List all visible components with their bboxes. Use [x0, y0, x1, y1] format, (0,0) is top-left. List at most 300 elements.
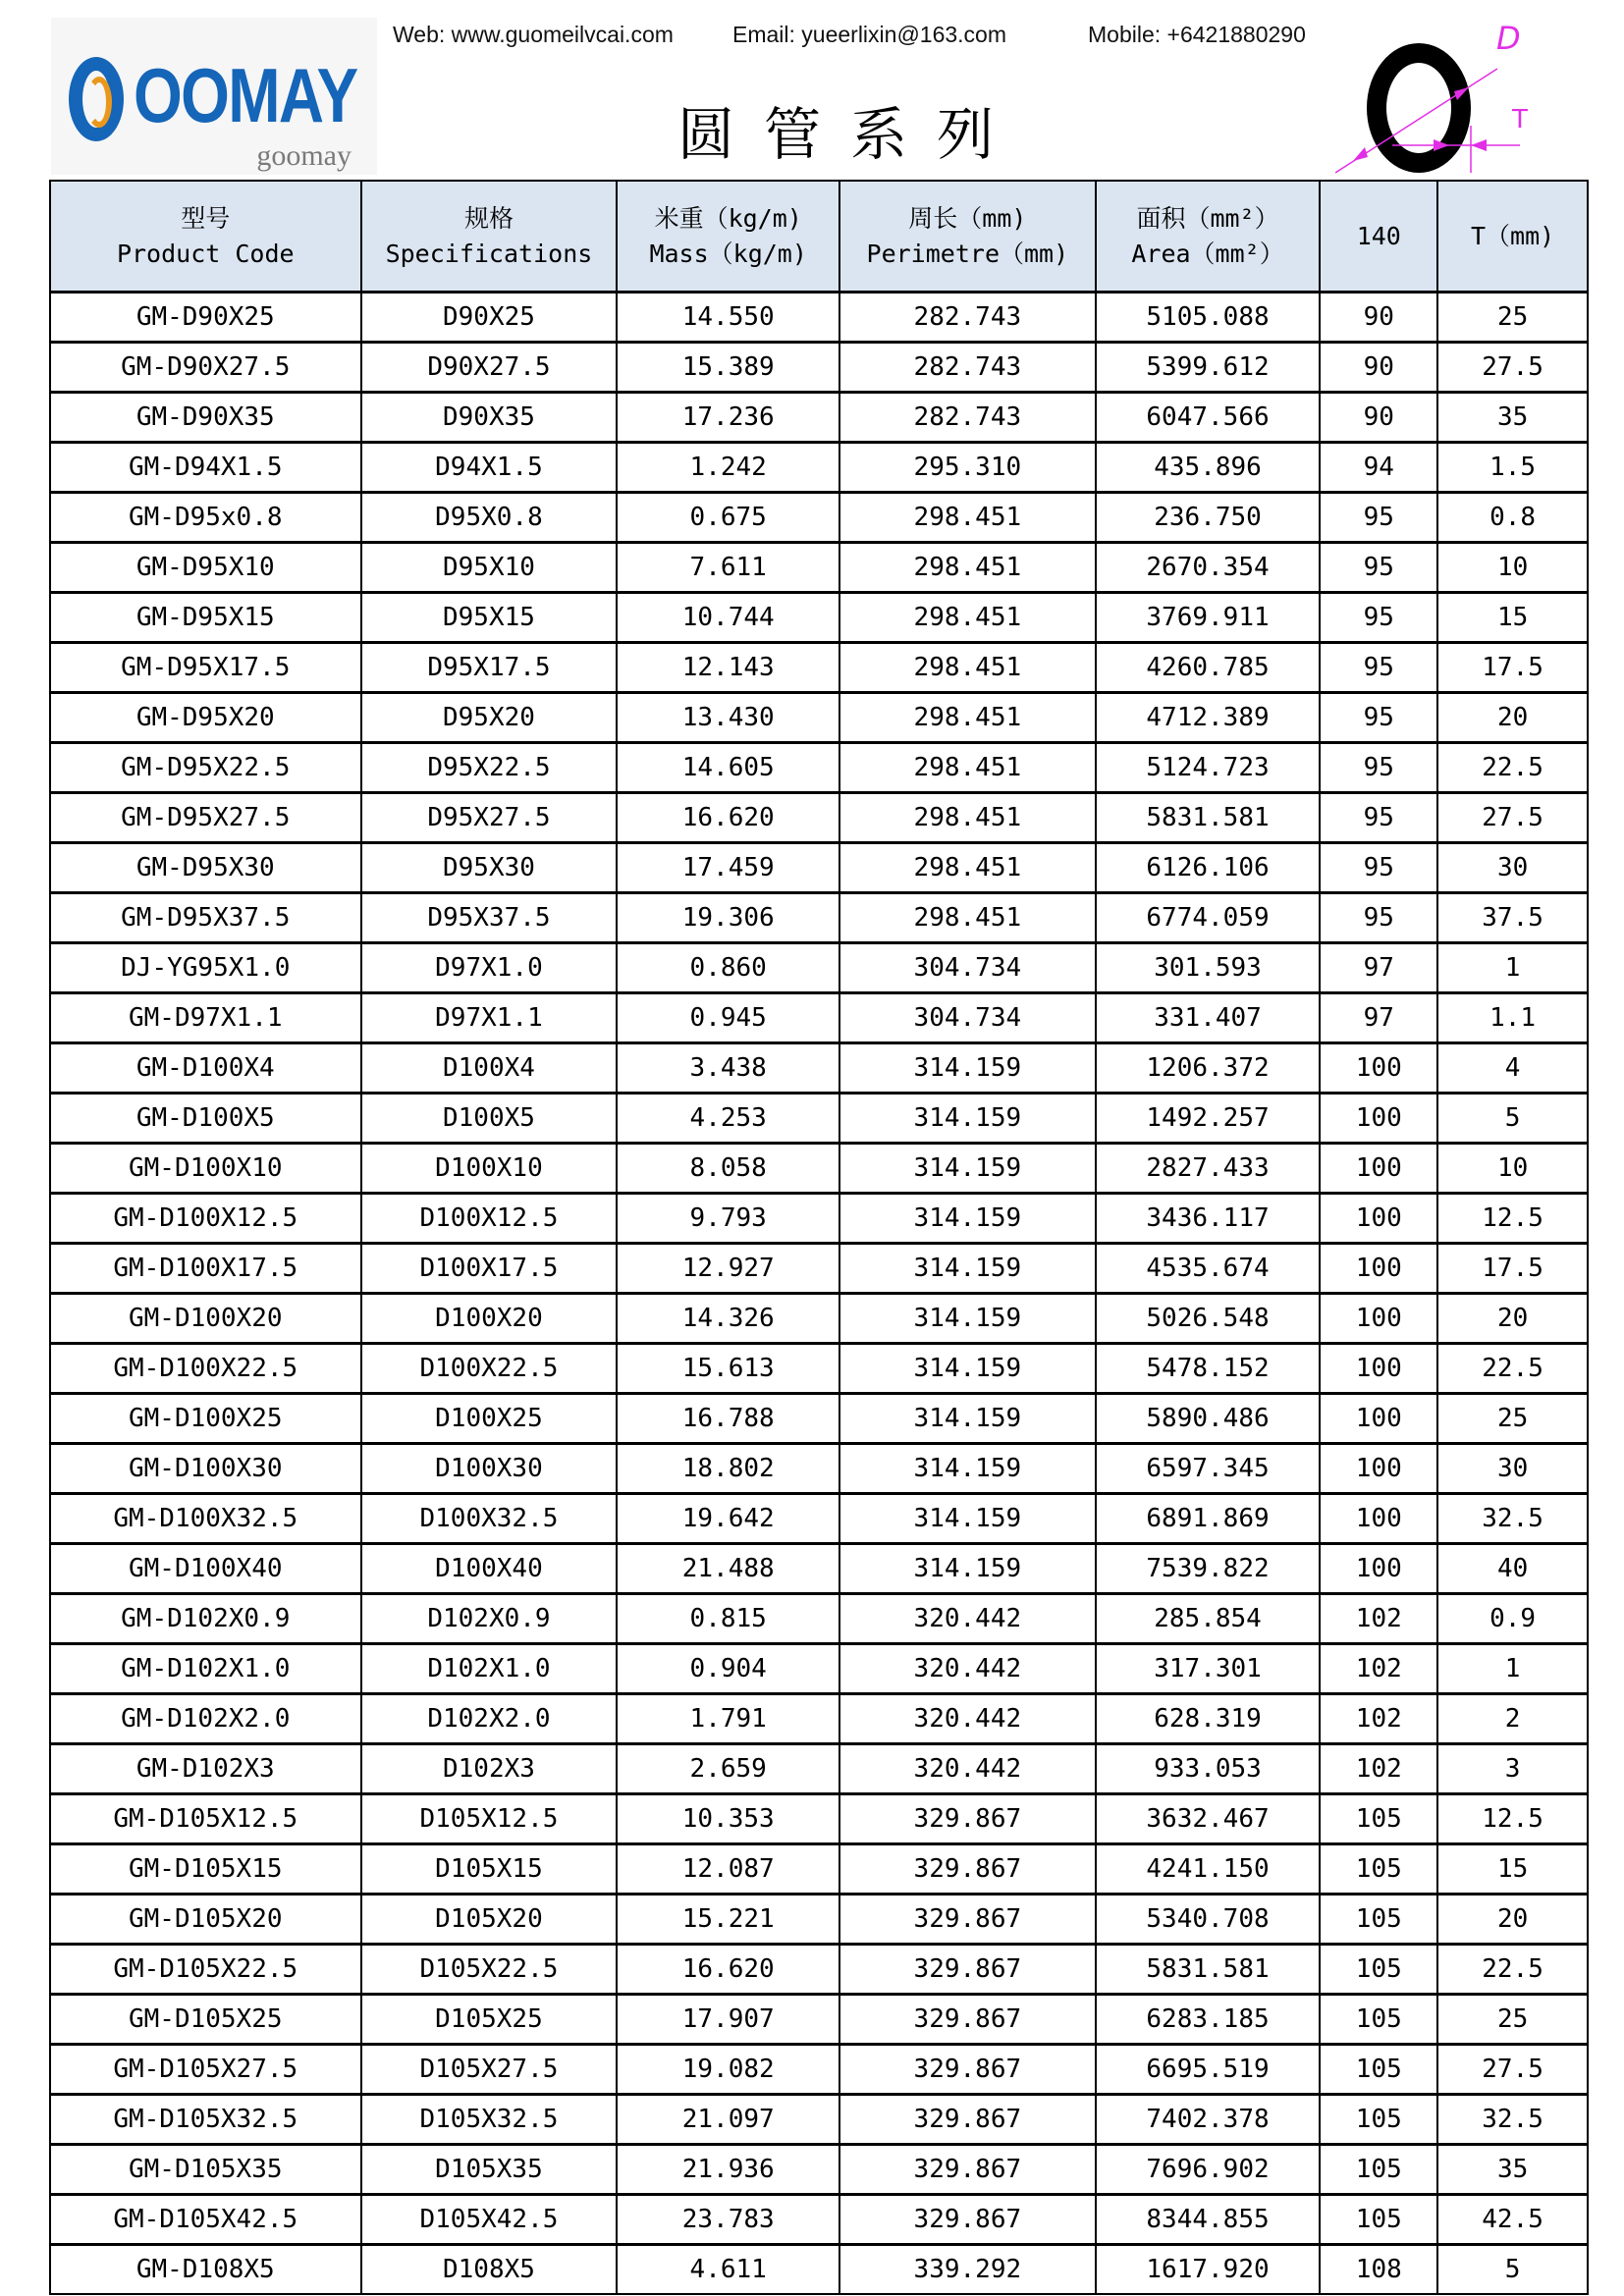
cell-area: 933.053 — [1096, 1744, 1321, 1794]
cell-specification: D94X1.5 — [361, 443, 618, 493]
cell-specification: D105X22.5 — [361, 1945, 618, 1995]
cell-perimetre: 329.867 — [839, 1794, 1096, 1844]
cell-perimetre: 320.442 — [839, 1694, 1096, 1744]
cell-mass: 4.253 — [617, 1094, 839, 1144]
cell-perimetre: 329.867 — [839, 2045, 1096, 2095]
cell-thickness: 30 — [1437, 843, 1588, 893]
cell-area: 5831.581 — [1096, 793, 1321, 843]
table-row — [50, 943, 1588, 993]
cell-area: 5890.486 — [1096, 1394, 1321, 1444]
logo-subtitle: goomay — [256, 139, 352, 172]
logo-swoosh-icon — [86, 77, 112, 128]
cell-product-code: GM-D105X22.5 — [50, 1945, 361, 1995]
table-row — [50, 693, 1588, 743]
cell-thickness: 42.5 — [1437, 2195, 1588, 2245]
col-header-area: 面积（mm²） Area（mm²） — [1096, 181, 1321, 293]
table-row — [50, 1094, 1588, 1144]
cell-area: 6283.185 — [1096, 1995, 1321, 2045]
cell-perimetre: 298.451 — [839, 843, 1096, 893]
table-row — [50, 893, 1588, 943]
cell-specification: D100X5 — [361, 1094, 618, 1144]
cell-perimetre: 314.159 — [839, 1043, 1096, 1094]
cell-product-code: GM-D100X17.5 — [50, 1244, 361, 1294]
cell-specification: D102X2.0 — [361, 1694, 618, 1744]
table-row — [50, 1995, 1588, 2045]
cell-diameter: 105 — [1320, 2195, 1437, 2245]
cell-specification: D105X25 — [361, 1995, 618, 2045]
cell-mass: 1.791 — [617, 1694, 839, 1744]
cell-mass: 21.936 — [617, 2145, 839, 2195]
cell-diameter: 97 — [1320, 993, 1437, 1043]
table-row — [50, 1394, 1588, 1444]
cell-specification: D95X20 — [361, 693, 618, 743]
cell-mass: 21.488 — [617, 1544, 839, 1594]
cell-specification: D105X27.5 — [361, 2045, 618, 2095]
diagram-label-t: T — [1512, 105, 1528, 134]
cell-product-code: GM-D100X5 — [50, 1094, 361, 1144]
cell-perimetre: 339.292 — [839, 2245, 1096, 2295]
cell-product-code: GM-D100X20 — [50, 1294, 361, 1344]
cell-product-code: GM-D102X0.9 — [50, 1594, 361, 1644]
table-row — [50, 993, 1588, 1043]
cell-perimetre: 329.867 — [839, 2145, 1096, 2195]
cell-product-code: GM-D100X22.5 — [50, 1344, 361, 1394]
cell-mass: 7.611 — [617, 543, 839, 593]
table-row — [50, 1194, 1588, 1244]
cell-diameter: 97 — [1320, 943, 1437, 993]
cell-mass: 19.306 — [617, 893, 839, 943]
mobile-text: Mobile: +6421880290 — [1088, 22, 1306, 47]
col-header-product-code: 型号 Product Code — [50, 181, 361, 293]
email-text: Email: yueerlixin@163.com — [732, 22, 1007, 47]
cell-diameter: 105 — [1320, 2045, 1437, 2095]
cell-mass: 16.620 — [617, 793, 839, 843]
cell-diameter: 95 — [1320, 843, 1437, 893]
cell-mass: 15.389 — [617, 343, 839, 393]
cell-perimetre: 314.159 — [839, 1394, 1096, 1444]
cell-specification: D100X30 — [361, 1444, 618, 1494]
cell-product-code: GM-D97X1.1 — [50, 993, 361, 1043]
cell-perimetre: 298.451 — [839, 593, 1096, 643]
cell-product-code: GM-D95X27.5 — [50, 793, 361, 843]
cell-product-code: GM-D102X3 — [50, 1744, 361, 1794]
cell-specification: D105X12.5 — [361, 1794, 618, 1844]
cell-diameter: 100 — [1320, 1494, 1437, 1544]
cell-thickness: 17.5 — [1437, 643, 1588, 693]
cell-specification: D100X10 — [361, 1144, 618, 1194]
cell-mass: 17.459 — [617, 843, 839, 893]
cell-area: 7696.902 — [1096, 2145, 1321, 2195]
cell-perimetre: 298.451 — [839, 793, 1096, 843]
cell-mass: 17.907 — [617, 1995, 839, 2045]
cell-area: 4712.389 — [1096, 693, 1321, 743]
cell-specification: D100X12.5 — [361, 1194, 618, 1244]
table-row — [50, 743, 1588, 793]
cell-area: 7539.822 — [1096, 1544, 1321, 1594]
cell-thickness: 30 — [1437, 1444, 1588, 1494]
cell-product-code: GM-D94X1.5 — [50, 443, 361, 493]
table-row — [50, 643, 1588, 693]
cell-perimetre: 314.159 — [839, 1344, 1096, 1394]
cell-area: 6891.869 — [1096, 1494, 1321, 1544]
table-row — [50, 2245, 1588, 2295]
cell-area: 5105.088 — [1096, 293, 1321, 343]
cell-area: 285.854 — [1096, 1594, 1321, 1644]
table-row — [50, 1844, 1588, 1895]
table-row — [50, 1744, 1588, 1794]
cell-diameter: 102 — [1320, 1594, 1437, 1644]
website-text: Web: www.guomeilvcai.com — [393, 22, 674, 47]
cell-diameter: 100 — [1320, 1394, 1437, 1444]
cell-specification: D95X27.5 — [361, 793, 618, 843]
table-row — [50, 1043, 1588, 1094]
cell-area: 3632.467 — [1096, 1794, 1321, 1844]
cell-diameter: 95 — [1320, 743, 1437, 793]
cell-specification: D95X15 — [361, 593, 618, 643]
cell-thickness: 4 — [1437, 1043, 1588, 1094]
cell-product-code: GM-D95X10 — [50, 543, 361, 593]
cell-perimetre: 314.159 — [839, 1544, 1096, 1594]
cell-mass: 0.945 — [617, 993, 839, 1043]
table-row — [50, 2145, 1588, 2195]
cell-area: 6774.059 — [1096, 893, 1321, 943]
cell-perimetre: 298.451 — [839, 543, 1096, 593]
cell-area: 3769.911 — [1096, 593, 1321, 643]
cell-diameter: 95 — [1320, 493, 1437, 543]
cell-product-code: GM-D108X5 — [50, 2245, 361, 2295]
cell-diameter: 100 — [1320, 1444, 1437, 1494]
cell-diameter: 95 — [1320, 793, 1437, 843]
cell-specification: D100X4 — [361, 1043, 618, 1094]
cell-product-code: GM-D95X15 — [50, 593, 361, 643]
table-row — [50, 1694, 1588, 1744]
cell-specification: D102X0.9 — [361, 1594, 618, 1644]
cell-area: 301.593 — [1096, 943, 1321, 993]
cell-area: 1617.920 — [1096, 2245, 1321, 2295]
cell-diameter: 105 — [1320, 1895, 1437, 1945]
cell-perimetre: 329.867 — [839, 1895, 1096, 1945]
cell-perimetre: 320.442 — [839, 1644, 1096, 1694]
cell-perimetre: 314.159 — [839, 1144, 1096, 1194]
table-row — [50, 793, 1588, 843]
cell-specification: D100X40 — [361, 1544, 618, 1594]
cell-perimetre: 282.743 — [839, 293, 1096, 343]
cell-diameter: 100 — [1320, 1294, 1437, 1344]
cell-diameter: 95 — [1320, 593, 1437, 643]
cell-product-code: GM-D95x0.8 — [50, 493, 361, 543]
cell-diameter: 95 — [1320, 693, 1437, 743]
cell-thickness: 3 — [1437, 1744, 1588, 1794]
table-row — [50, 1644, 1588, 1694]
tube-inner-icon — [1386, 63, 1451, 153]
cell-specification: D105X32.5 — [361, 2095, 618, 2145]
cell-thickness: 27.5 — [1437, 2045, 1588, 2095]
cell-area: 4535.674 — [1096, 1244, 1321, 1294]
cell-product-code: GM-D95X30 — [50, 843, 361, 893]
cell-diameter: 100 — [1320, 1043, 1437, 1094]
cell-product-code: GM-D90X27.5 — [50, 343, 361, 393]
cell-diameter: 102 — [1320, 1694, 1437, 1744]
cell-mass: 1.242 — [617, 443, 839, 493]
cell-thickness: 27.5 — [1437, 793, 1588, 843]
cell-area: 5831.581 — [1096, 1945, 1321, 1995]
cell-specification: D102X1.0 — [361, 1644, 618, 1694]
cell-thickness: 25 — [1437, 293, 1588, 343]
cell-perimetre: 298.451 — [839, 643, 1096, 693]
cell-product-code: GM-D95X17.5 — [50, 643, 361, 693]
cell-diameter: 90 — [1320, 293, 1437, 343]
cell-thickness: 10 — [1437, 1144, 1588, 1194]
cell-specification: D90X25 — [361, 293, 618, 343]
cell-diameter: 108 — [1320, 2245, 1437, 2295]
cell-area: 7402.378 — [1096, 2095, 1321, 2145]
cell-area: 5478.152 — [1096, 1344, 1321, 1394]
table-row — [50, 843, 1588, 893]
cell-thickness: 0.8 — [1437, 493, 1588, 543]
cell-mass: 0.675 — [617, 493, 839, 543]
cell-product-code: GM-D90X25 — [50, 293, 361, 343]
cell-perimetre: 314.159 — [839, 1294, 1096, 1344]
cell-mass: 4.611 — [617, 2245, 839, 2295]
cell-mass: 12.087 — [617, 1844, 839, 1895]
cell-specification: D100X20 — [361, 1294, 618, 1344]
table-row — [50, 2095, 1588, 2145]
cell-perimetre: 329.867 — [839, 2195, 1096, 2245]
cell-perimetre: 329.867 — [839, 1844, 1096, 1895]
cell-perimetre: 314.159 — [839, 1444, 1096, 1494]
cell-thickness: 5 — [1437, 2245, 1588, 2295]
cell-diameter: 102 — [1320, 1744, 1437, 1794]
cell-area: 5340.708 — [1096, 1895, 1321, 1945]
cell-area: 6695.519 — [1096, 2045, 1321, 2095]
cell-perimetre: 314.159 — [839, 1194, 1096, 1244]
cell-product-code: GM-D90X35 — [50, 393, 361, 443]
cell-product-code: GM-D100X12.5 — [50, 1194, 361, 1244]
cell-diameter: 100 — [1320, 1344, 1437, 1394]
cell-specification: D100X32.5 — [361, 1494, 618, 1544]
cell-mass: 14.550 — [617, 293, 839, 343]
cell-perimetre: 314.159 — [839, 1244, 1096, 1294]
cell-product-code: GM-D100X10 — [50, 1144, 361, 1194]
cell-thickness: 40 — [1437, 1544, 1588, 1594]
cell-mass: 16.788 — [617, 1394, 839, 1444]
cell-thickness: 1 — [1437, 943, 1588, 993]
table-row — [50, 1794, 1588, 1844]
cell-product-code: GM-D95X20 — [50, 693, 361, 743]
cell-diameter: 90 — [1320, 393, 1437, 443]
cell-product-code: GM-D105X12.5 — [50, 1794, 361, 1844]
cell-thickness: 17.5 — [1437, 1244, 1588, 1294]
cell-thickness: 22.5 — [1437, 743, 1588, 793]
cell-perimetre: 314.159 — [839, 1094, 1096, 1144]
cell-perimetre: 282.743 — [839, 393, 1096, 443]
cell-perimetre: 282.743 — [839, 343, 1096, 393]
cell-thickness: 32.5 — [1437, 2095, 1588, 2145]
cell-thickness: 20 — [1437, 1895, 1588, 1945]
cell-perimetre: 304.734 — [839, 993, 1096, 1043]
cell-perimetre: 304.734 — [839, 943, 1096, 993]
table-row — [50, 343, 1588, 393]
cell-thickness: 27.5 — [1437, 343, 1588, 393]
cell-thickness: 0.9 — [1437, 1594, 1588, 1644]
cell-specification: D90X35 — [361, 393, 618, 443]
cell-area: 4260.785 — [1096, 643, 1321, 693]
cell-product-code: GM-D100X30 — [50, 1444, 361, 1494]
table-row — [50, 1144, 1588, 1194]
col-header-thickness: T（mm) — [1437, 181, 1588, 293]
logo-wordmark — [134, 52, 357, 138]
table-row — [50, 2045, 1588, 2095]
cell-thickness: 37.5 — [1437, 893, 1588, 943]
cell-diameter: 105 — [1320, 2095, 1437, 2145]
cell-diameter: 105 — [1320, 1945, 1437, 1995]
cell-diameter: 95 — [1320, 643, 1437, 693]
cell-specification: D100X25 — [361, 1394, 618, 1444]
table-row — [50, 1244, 1588, 1294]
cell-area: 3436.117 — [1096, 1194, 1321, 1244]
cell-diameter: 100 — [1320, 1144, 1437, 1194]
cell-area: 6126.106 — [1096, 843, 1321, 893]
cell-thickness: 5 — [1437, 1094, 1588, 1144]
table-row — [50, 443, 1588, 493]
cell-perimetre: 298.451 — [839, 693, 1096, 743]
table-header-row — [50, 181, 1588, 293]
table-row — [50, 1344, 1588, 1394]
cell-mass: 16.620 — [617, 1945, 839, 1995]
cell-diameter: 95 — [1320, 543, 1437, 593]
cell-mass: 18.802 — [617, 1444, 839, 1494]
cell-perimetre: 298.451 — [839, 893, 1096, 943]
cell-product-code: GM-D105X42.5 — [50, 2195, 361, 2245]
company-logo — [51, 18, 377, 175]
cell-mass: 10.353 — [617, 1794, 839, 1844]
cell-thickness: 22.5 — [1437, 1344, 1588, 1394]
col-header-mass: 米重（kg/m) Mass（kg/m) — [617, 181, 839, 293]
cell-area: 2670.354 — [1096, 543, 1321, 593]
cell-product-code: GM-D105X32.5 — [50, 2095, 361, 2145]
cell-mass: 19.642 — [617, 1494, 839, 1544]
cell-mass: 2.659 — [617, 1744, 839, 1794]
cell-product-code: GM-D102X1.0 — [50, 1644, 361, 1694]
cell-specification: D95X37.5 — [361, 893, 618, 943]
cell-specification: D95X10 — [361, 543, 618, 593]
cell-mass: 15.613 — [617, 1344, 839, 1394]
logo-brand-text: OOMAY — [134, 52, 357, 138]
col-header-diameter: 140 — [1320, 181, 1437, 293]
cell-specification: D97X1.0 — [361, 943, 618, 993]
cell-perimetre: 298.451 — [839, 493, 1096, 543]
table-row — [50, 1594, 1588, 1644]
cell-diameter: 105 — [1320, 1844, 1437, 1895]
table-row — [50, 2195, 1588, 2245]
cell-product-code: GM-D105X20 — [50, 1895, 361, 1945]
cell-diameter: 100 — [1320, 1094, 1437, 1144]
cell-specification: D105X35 — [361, 2145, 618, 2195]
cell-perimetre: 329.867 — [839, 1945, 1096, 1995]
cell-diameter: 94 — [1320, 443, 1437, 493]
cell-mass: 19.082 — [617, 2045, 839, 2095]
tube-cross-section-diagram — [1335, 18, 1571, 175]
cell-mass: 12.143 — [617, 643, 839, 693]
cell-thickness: 2 — [1437, 1694, 1588, 1744]
cell-mass: 15.221 — [617, 1895, 839, 1945]
table-row — [50, 1945, 1588, 1995]
cell-area: 435.896 — [1096, 443, 1321, 493]
cell-specification: D105X42.5 — [361, 2195, 618, 2245]
cell-thickness: 12.5 — [1437, 1194, 1588, 1244]
cell-area: 6047.566 — [1096, 393, 1321, 443]
cell-specification: D105X20 — [361, 1895, 618, 1945]
cell-mass: 12.927 — [617, 1244, 839, 1294]
col-header-perimetre: 周长（mm) Perimetre（mm) — [839, 181, 1096, 293]
cell-area: 317.301 — [1096, 1644, 1321, 1694]
cell-product-code: GM-D95X22.5 — [50, 743, 361, 793]
cell-diameter: 105 — [1320, 1995, 1437, 2045]
cell-perimetre: 329.867 — [839, 1995, 1096, 2045]
diagram-label-d: D — [1496, 20, 1521, 57]
cell-product-code: GM-D100X4 — [50, 1043, 361, 1094]
cell-specification: D97X1.1 — [361, 993, 618, 1043]
cell-area: 2827.433 — [1096, 1144, 1321, 1194]
cell-mass: 9.793 — [617, 1194, 839, 1244]
cell-specification: D100X17.5 — [361, 1244, 618, 1294]
cell-thickness: 12.5 — [1437, 1794, 1588, 1844]
cell-mass: 13.430 — [617, 693, 839, 743]
table-row — [50, 1444, 1588, 1494]
cell-diameter: 95 — [1320, 893, 1437, 943]
cell-perimetre: 298.451 — [839, 743, 1096, 793]
cell-diameter: 100 — [1320, 1194, 1437, 1244]
cell-mass: 14.326 — [617, 1294, 839, 1344]
cell-mass: 10.744 — [617, 593, 839, 643]
cell-diameter: 105 — [1320, 1794, 1437, 1844]
cell-product-code: GM-D105X15 — [50, 1844, 361, 1895]
col-header-specifications: 规格 Specifications — [361, 181, 618, 293]
cell-specification: D102X3 — [361, 1744, 618, 1794]
cell-perimetre: 320.442 — [839, 1594, 1096, 1644]
cell-perimetre: 314.159 — [839, 1494, 1096, 1544]
cell-diameter: 102 — [1320, 1644, 1437, 1694]
cell-specification: D95X17.5 — [361, 643, 618, 693]
cell-diameter: 105 — [1320, 2145, 1437, 2195]
cell-area: 6597.345 — [1096, 1444, 1321, 1494]
cell-product-code: GM-D100X32.5 — [50, 1494, 361, 1544]
cell-specification: D105X15 — [361, 1844, 618, 1895]
cell-diameter: 90 — [1320, 343, 1437, 393]
cell-area: 5124.723 — [1096, 743, 1321, 793]
cell-area: 5026.548 — [1096, 1294, 1321, 1344]
cell-mass: 17.236 — [617, 393, 839, 443]
cell-mass: 14.605 — [617, 743, 839, 793]
cell-product-code: DJ-YG95X1.0 — [50, 943, 361, 993]
cell-specification: D95X22.5 — [361, 743, 618, 793]
cell-perimetre: 295.310 — [839, 443, 1096, 493]
cell-diameter: 100 — [1320, 1244, 1437, 1294]
cell-mass: 23.783 — [617, 2195, 839, 2245]
cell-thickness: 25 — [1437, 1995, 1588, 2045]
cell-thickness: 10 — [1437, 543, 1588, 593]
cell-thickness: 1.1 — [1437, 993, 1588, 1043]
cell-thickness: 15 — [1437, 1844, 1588, 1895]
cell-product-code: GM-D105X35 — [50, 2145, 361, 2195]
cell-mass: 3.438 — [617, 1043, 839, 1094]
cell-thickness: 32.5 — [1437, 1494, 1588, 1544]
page-title: 圆管系列 — [677, 101, 1024, 168]
cell-thickness: 1 — [1437, 1644, 1588, 1694]
table-row — [50, 1494, 1588, 1544]
cell-thickness: 20 — [1437, 1294, 1588, 1344]
cell-specification: D90X27.5 — [361, 343, 618, 393]
